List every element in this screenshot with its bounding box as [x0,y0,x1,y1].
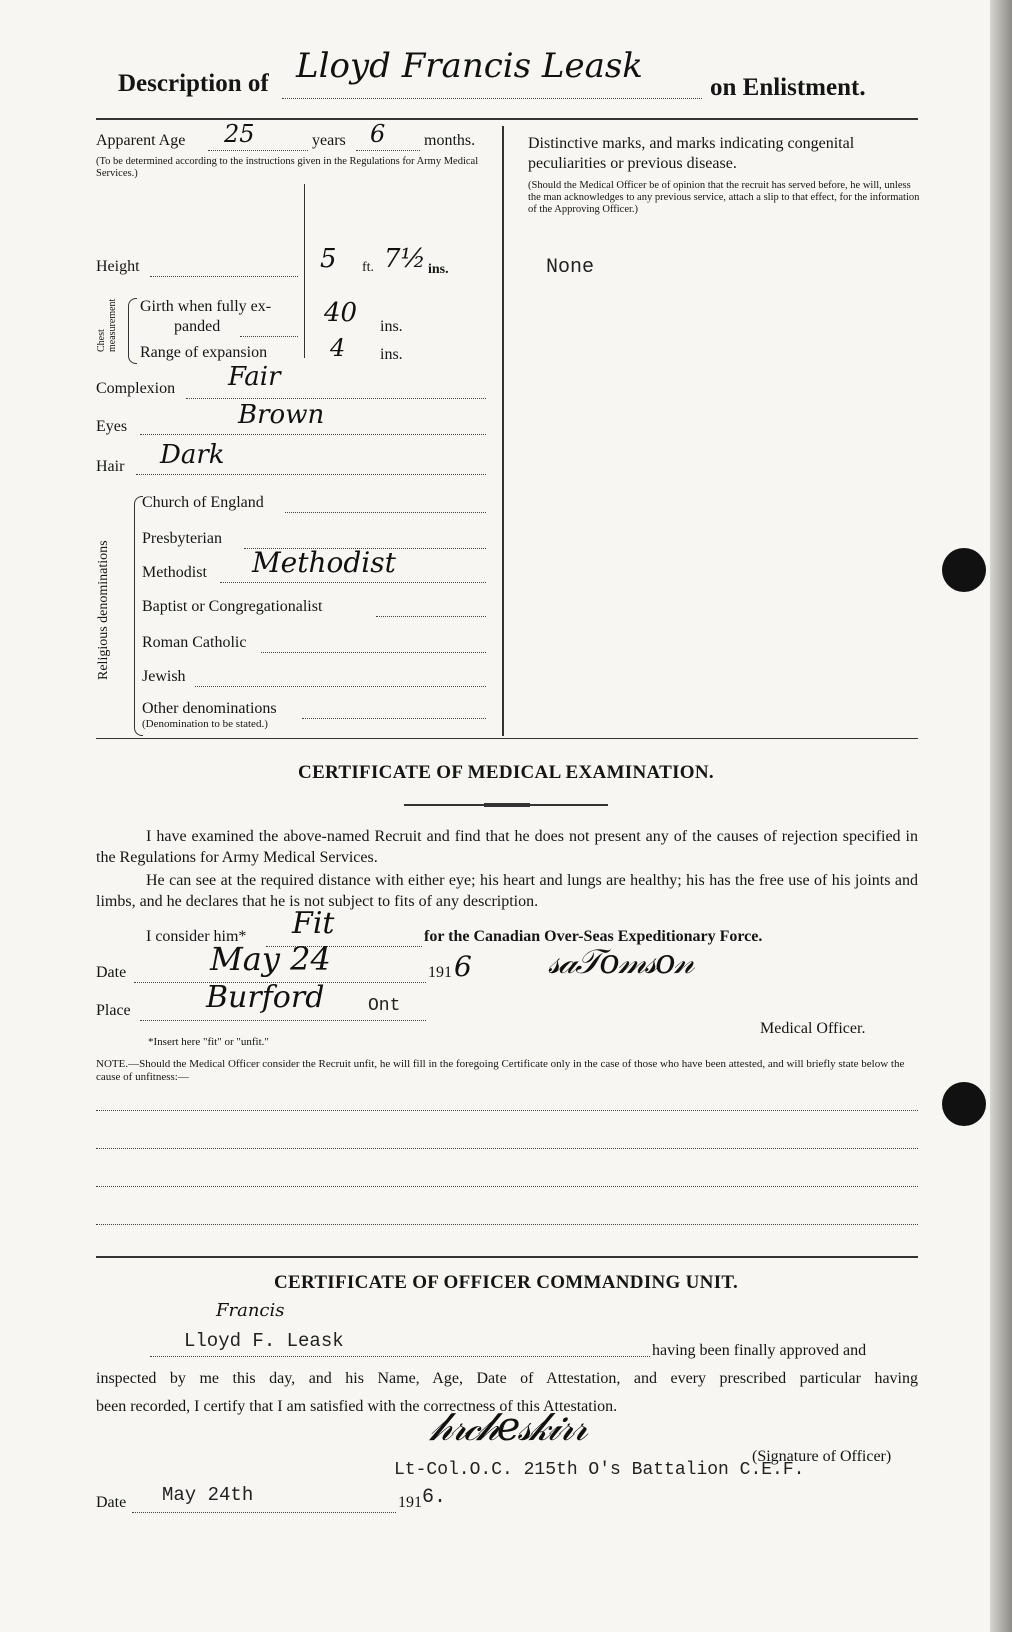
complexion-line [186,398,486,399]
medical-heading-rule-thick [484,803,530,807]
form-title-right: on Enlistment. [710,74,866,101]
distinctive-marks-label: Distinctive marks, and marks indicating congenital peculiarities or previous disease. [528,135,855,172]
place-value: Burford [206,980,325,1015]
hair-label: Hair [96,458,125,475]
form-title-left: Description of [118,70,269,97]
medical-para-1: I have examined the above-named Recruit and find that he does not present any of the causes of rejection specified in the Regulations for Army Medical Services. [96,828,918,866]
age-months-value: 6 [370,120,386,148]
medical-end-rule [96,1256,918,1258]
eyes-line [140,434,486,435]
place-ont: Ont [368,996,401,1016]
range-label: Range of expansion [140,344,268,361]
commanding-heading: CERTIFICATE OF OFFICER COMMANDING UNIT. [273,1272,739,1293]
unfit-line-4 [96,1224,918,1225]
commanding-name-value: Lloyd F. Leask [184,1330,344,1352]
months-label: months. [424,132,476,149]
medical-year-digit: 6 [454,950,472,983]
religion-label: Presbyterian [142,530,222,547]
religion-line [376,616,486,617]
height-ins-label: ins. [428,262,449,277]
commanding-name-line [150,1356,650,1357]
age-years-line [208,150,308,151]
unfit-note: NOTE.—Should the Medical Officer consider the Recruit unfit, he will fill in the foregoing Certificate only in the case of those who have been attested, and will briefly state below the cause of unfitness:— [96,1058,905,1083]
height-ins-value: 7½ [384,244,426,274]
girth-label-1: Girth when fully ex- [140,298,272,315]
commanding-date-value: May 24th [162,1484,254,1506]
section-end-rule [96,738,918,739]
medical-year-prefix: 191 [428,964,452,981]
religion-value: Methodist [252,546,396,579]
commanding-date-line [132,1512,396,1513]
punch-hole-bottom [942,1082,986,1126]
religion-label: Other denominations [142,700,277,717]
height-label-line [150,276,298,277]
apparent-age-label: Apparent Age [96,132,186,149]
range-ins-label: ins. [380,346,403,363]
religion-line [195,686,486,687]
eyes-value: Brown [238,400,325,430]
consider-value: Fit [292,906,335,941]
recruit-name-handwritten: Lloyd Francis Leask [296,46,643,86]
range-value: 4 [330,334,346,362]
ft-label: ft. [362,260,375,275]
commanding-year-prefix: 191 [398,1494,422,1511]
religion-label: Church of England [142,494,264,511]
punch-hole-top [942,548,986,592]
hair-value: Dark [160,440,225,470]
age-years-value: 25 [224,120,255,148]
girth-value: 40 [324,298,358,328]
commanding-line-3: been recorded, I certify that I am satisfied with the correctness of this Attestation. [96,1398,618,1415]
religion-line [302,718,486,719]
signature-of-officer-label: (Signature of Officer) [752,1448,892,1465]
place-line [140,1020,426,1021]
commanding-line-2: inspected by me this day, and his Name, Age, Date of Attestation, and every prescribed particular having [96,1370,918,1387]
complexion-label: Complexion [96,380,176,397]
girth-label-2: panded [174,318,221,335]
distinctive-marks-value: None [546,256,595,279]
denomination-note: (Denomination to be stated.) [142,718,268,730]
chest-measurement-label: Chest measurement [96,298,118,352]
medical-para-2: He can see at the required distance with either eye; his heart and lungs are healthy; his has the free use of his joints and limbs, and he declares that he is not subject to fits of any description. [96,872,918,910]
age-vertical-rule [304,184,305,358]
commanding-name-above: Francis [216,1300,285,1321]
religion-line [261,652,486,653]
unfit-line-1 [96,1110,918,1111]
religion-label: Roman Catholic [142,634,247,651]
eyes-label: Eyes [96,418,128,435]
hair-line [136,474,486,475]
religious-denominations-label: Religious denominations [96,540,111,680]
years-label: years [312,132,346,149]
medical-heading: CERTIFICATE OF MEDICAL EXAMINATION. [298,762,714,783]
girth-line [240,336,298,337]
insert-note: *Insert here "fit" or "unfit." [148,1036,269,1048]
unfit-line-2 [96,1148,918,1149]
unfit-line-3 [96,1186,918,1187]
height-ft-value: 5 [320,244,337,274]
height-label: Height [96,258,140,275]
consider-suffix: for the Canadian Over-Seas Expeditionary Force. [424,928,763,945]
medical-officer-signature: 𝓈𝒶𝒯𝑜𝓂𝓈𝑜𝓃 [548,942,693,982]
chest-brace [128,298,137,364]
place-label: Place [96,1002,131,1019]
religion-line [285,512,486,513]
column-divider [502,126,504,736]
medical-date-label: Date [96,964,127,981]
page-edge-shadow [990,0,1012,1632]
commanding-officer-signature: 𝒽𝓇𝒸𝒽𝑒𝓈𝓀𝒾𝓇𝓇 [430,1404,585,1450]
header-rule [96,118,918,120]
officer-stamp: Lt-Col.O.C. 215th O's Battalion C.E.F. [394,1460,805,1480]
commanding-line-1: having been finally approved and [652,1342,867,1359]
religion-label: Jewish [142,668,186,685]
age-months-line [356,150,420,151]
religion-line [220,582,486,583]
commanding-date-label: Date [96,1494,127,1511]
complexion-value: Fair [228,362,281,392]
commanding-year-digit: 6. [422,1486,447,1509]
medical-date-value: May 24 [210,940,331,978]
distinctive-marks-note: (Should the Medical Officer be of opinion that the recruit has served before, he will, unless the man acknowledges to any previous service, attach a slip to that effect, for the information of the Approving Officer.) [528,180,920,215]
girth-ins-label: ins. [380,318,403,335]
consider-label: I consider him* [146,928,247,945]
religion-label: Methodist [142,564,207,581]
name-dotted-line [282,98,702,99]
religion-label: Baptist or Congregationalist [142,598,323,615]
medical-officer-label: Medical Officer. [760,1020,866,1037]
age-note: (To be determined according to the instructions given in the Regulations for Army Medical Services.) [96,156,479,179]
